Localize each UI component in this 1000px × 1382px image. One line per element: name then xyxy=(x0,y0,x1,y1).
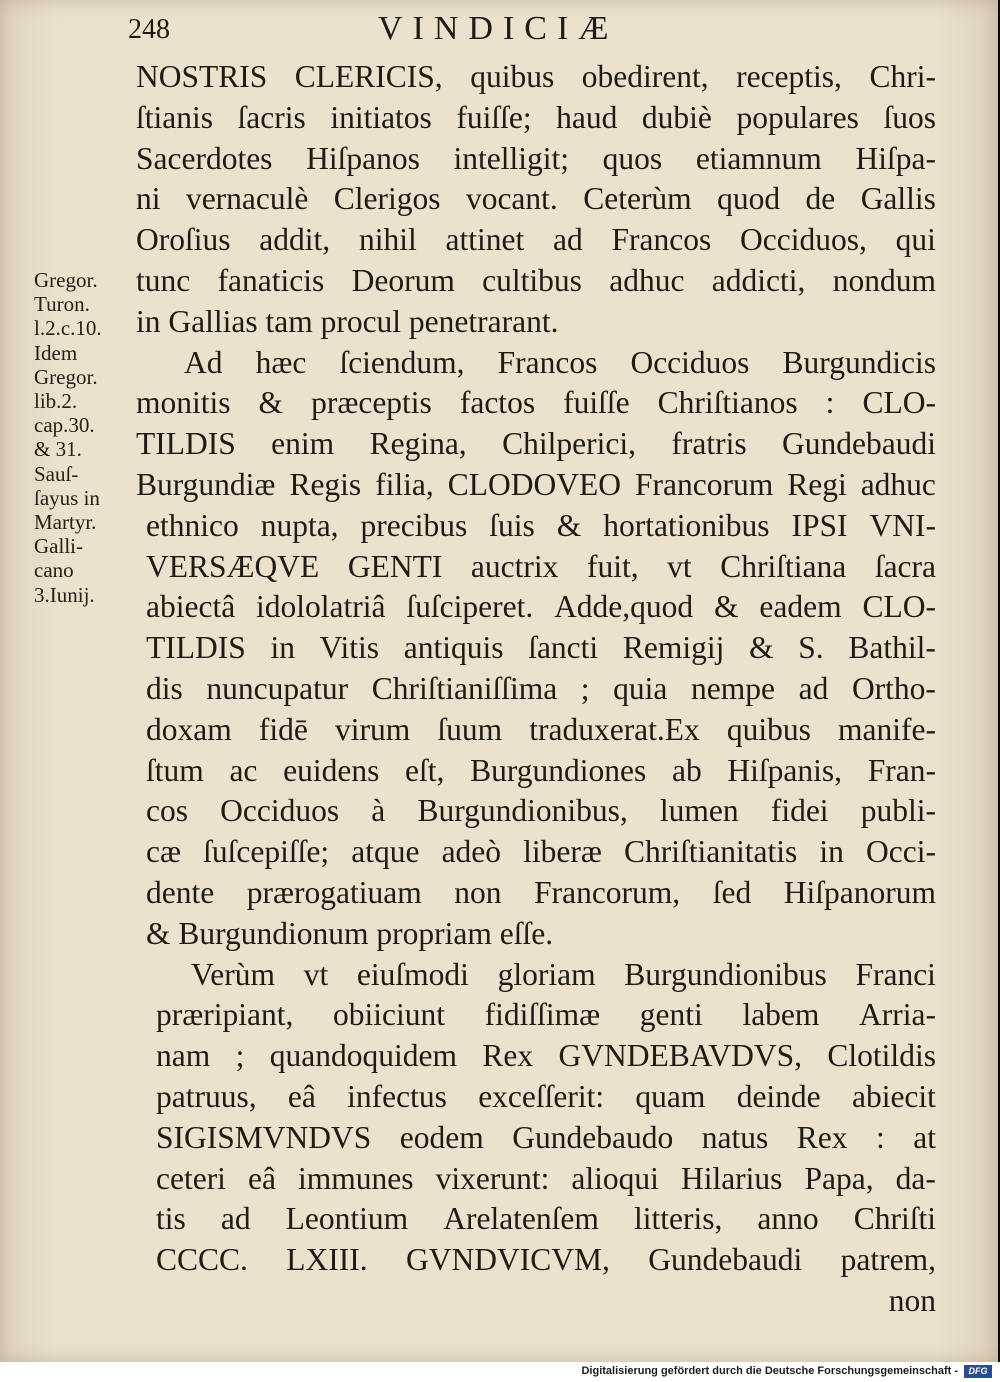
text-line: ni vernaculè Clerigos vocant. Ceterùm quod de Gallis xyxy=(136,181,936,217)
text-line: tunc fanaticis Deorum cultibus adhuc addicti, nondum xyxy=(136,262,936,298)
text-line: patruus, eâ infectus exceſſerit: quam deinde abiecit xyxy=(156,1078,936,1114)
page-header xyxy=(0,10,998,50)
text-line: & Burgundionum propriam eſſe. xyxy=(146,915,554,951)
text-line: Verùm vt eiuſmodi gloriam Burgundionibus Franci xyxy=(191,956,936,992)
footer-credit: Digitalisierung gefördert durch die Deutsche Forschungsgemeinschaft - xyxy=(581,1365,958,1377)
text-line: præripiant, obiiciunt fidiſſimæ genti labem Arria- xyxy=(156,997,936,1033)
text-line: doxam fidē virum ſuum traduxerat.Ex quibus manife- xyxy=(146,711,936,747)
text-line: nam ; quandoquidem Rex GVNDEBAVDVS, Clotildis xyxy=(156,1038,936,1074)
text-line: in Gallias tam procul penetrarant. xyxy=(136,303,559,339)
text-line: tis ad Leontium Arelatenſem litteris, anno Chriſti xyxy=(156,1201,936,1237)
text-line: ſtianis ſacris initiatos fuiſſe; haud dubiè populares ſuos xyxy=(136,99,936,135)
margin-note-line: & 31. xyxy=(34,437,82,462)
margin-note-line: Turon. xyxy=(34,292,90,317)
text-line: abiectâ idololatriâ ſuſciperet. Adde,quod & eadem CLO- xyxy=(146,589,936,625)
margin-note-line: ſayus in xyxy=(34,485,100,510)
text-line: TILDIS enim Regina, Chilperici, fratris Gundebaudi xyxy=(136,426,936,462)
margin-note-line: Sauſ- xyxy=(34,461,79,486)
text-line: monitis & præceptis factos fuiſſe Chriſtianos : CLO- xyxy=(136,385,936,421)
text-line: ceteri eâ immunes vixerunt: alioqui Hilarius Papa, da- xyxy=(156,1160,936,1196)
page-number: 248 xyxy=(128,14,170,45)
margin-note-line: l.2.c.10. xyxy=(34,316,102,341)
margin-note-line: lib.2. xyxy=(34,389,78,414)
text-line: SIGISMVNDVS eodem Gundebaudo natus Rex : at xyxy=(156,1119,936,1155)
body-text xyxy=(136,57,936,1322)
margin-note-line: cano xyxy=(34,558,74,583)
text-line: dente prærogatiuam non Francorum, ſed Hiſpanorum xyxy=(146,874,936,910)
text-line: Burgundiæ Regis filia, CLODOVEO Francorum Regi adhuc xyxy=(136,466,936,502)
margin-note-line: Gregor. xyxy=(34,364,98,389)
running-title: VINDICIÆ xyxy=(378,10,619,47)
catchword: non xyxy=(888,1282,936,1318)
margin-note-line: Martyr. xyxy=(34,510,97,535)
margin-note-line: 3.Iunij. xyxy=(34,582,95,607)
text-line: Ad hæc ſciendum, Francos Occiduos Burgundicis xyxy=(184,344,936,380)
margin-note-line: cap.30. xyxy=(34,413,95,438)
text-line: VERSÆQVE GENTI auctrix fuit, vt Chriſtiana ſacra xyxy=(146,548,936,584)
text-line: cæ ſuſcepiſſe; atque adeò liberæ Chriſtianitatis in Occi- xyxy=(146,834,936,870)
dfg-logo-icon: DFG xyxy=(964,1365,992,1378)
text-line: ſtum ac euidens eſt, Burgundiones ab Hiſpanis, Fran- xyxy=(146,752,936,788)
text-line: ethnico nupta, precibus ſuis & hortationibus IPSI VNI- xyxy=(146,507,936,543)
text-line: CCCC. LXIII. GVNDVICVM, Gundebaudi patrem, xyxy=(156,1242,936,1278)
margin-note-line: Galli- xyxy=(34,534,83,559)
text-line: Oroſius addit, nihil attinet ad Francos Occiduos, qui xyxy=(136,222,936,258)
margin-note-line: Gregor. xyxy=(34,268,98,292)
margin-note-line: Idem xyxy=(34,340,78,365)
text-line: dis nuncupatur Chriſtianiſſima ; quia nempe ad Ortho- xyxy=(146,670,936,706)
digitization-footer xyxy=(0,1362,1000,1382)
margin-notes xyxy=(34,268,134,607)
text-line: TILDIS in Vitis antiquis ſancti Remigij & S. Bathil- xyxy=(146,630,936,666)
text-line: Sacerdotes Hiſpanos intelligit; quos etiamnum Hiſpa- xyxy=(136,140,936,176)
text-line: NOSTRIS CLERICIS, quibus obedirent, receptis, Chri- xyxy=(136,59,936,94)
text-line: cos Occiduos à Burgundionibus, lumen fidei publi- xyxy=(146,793,936,829)
